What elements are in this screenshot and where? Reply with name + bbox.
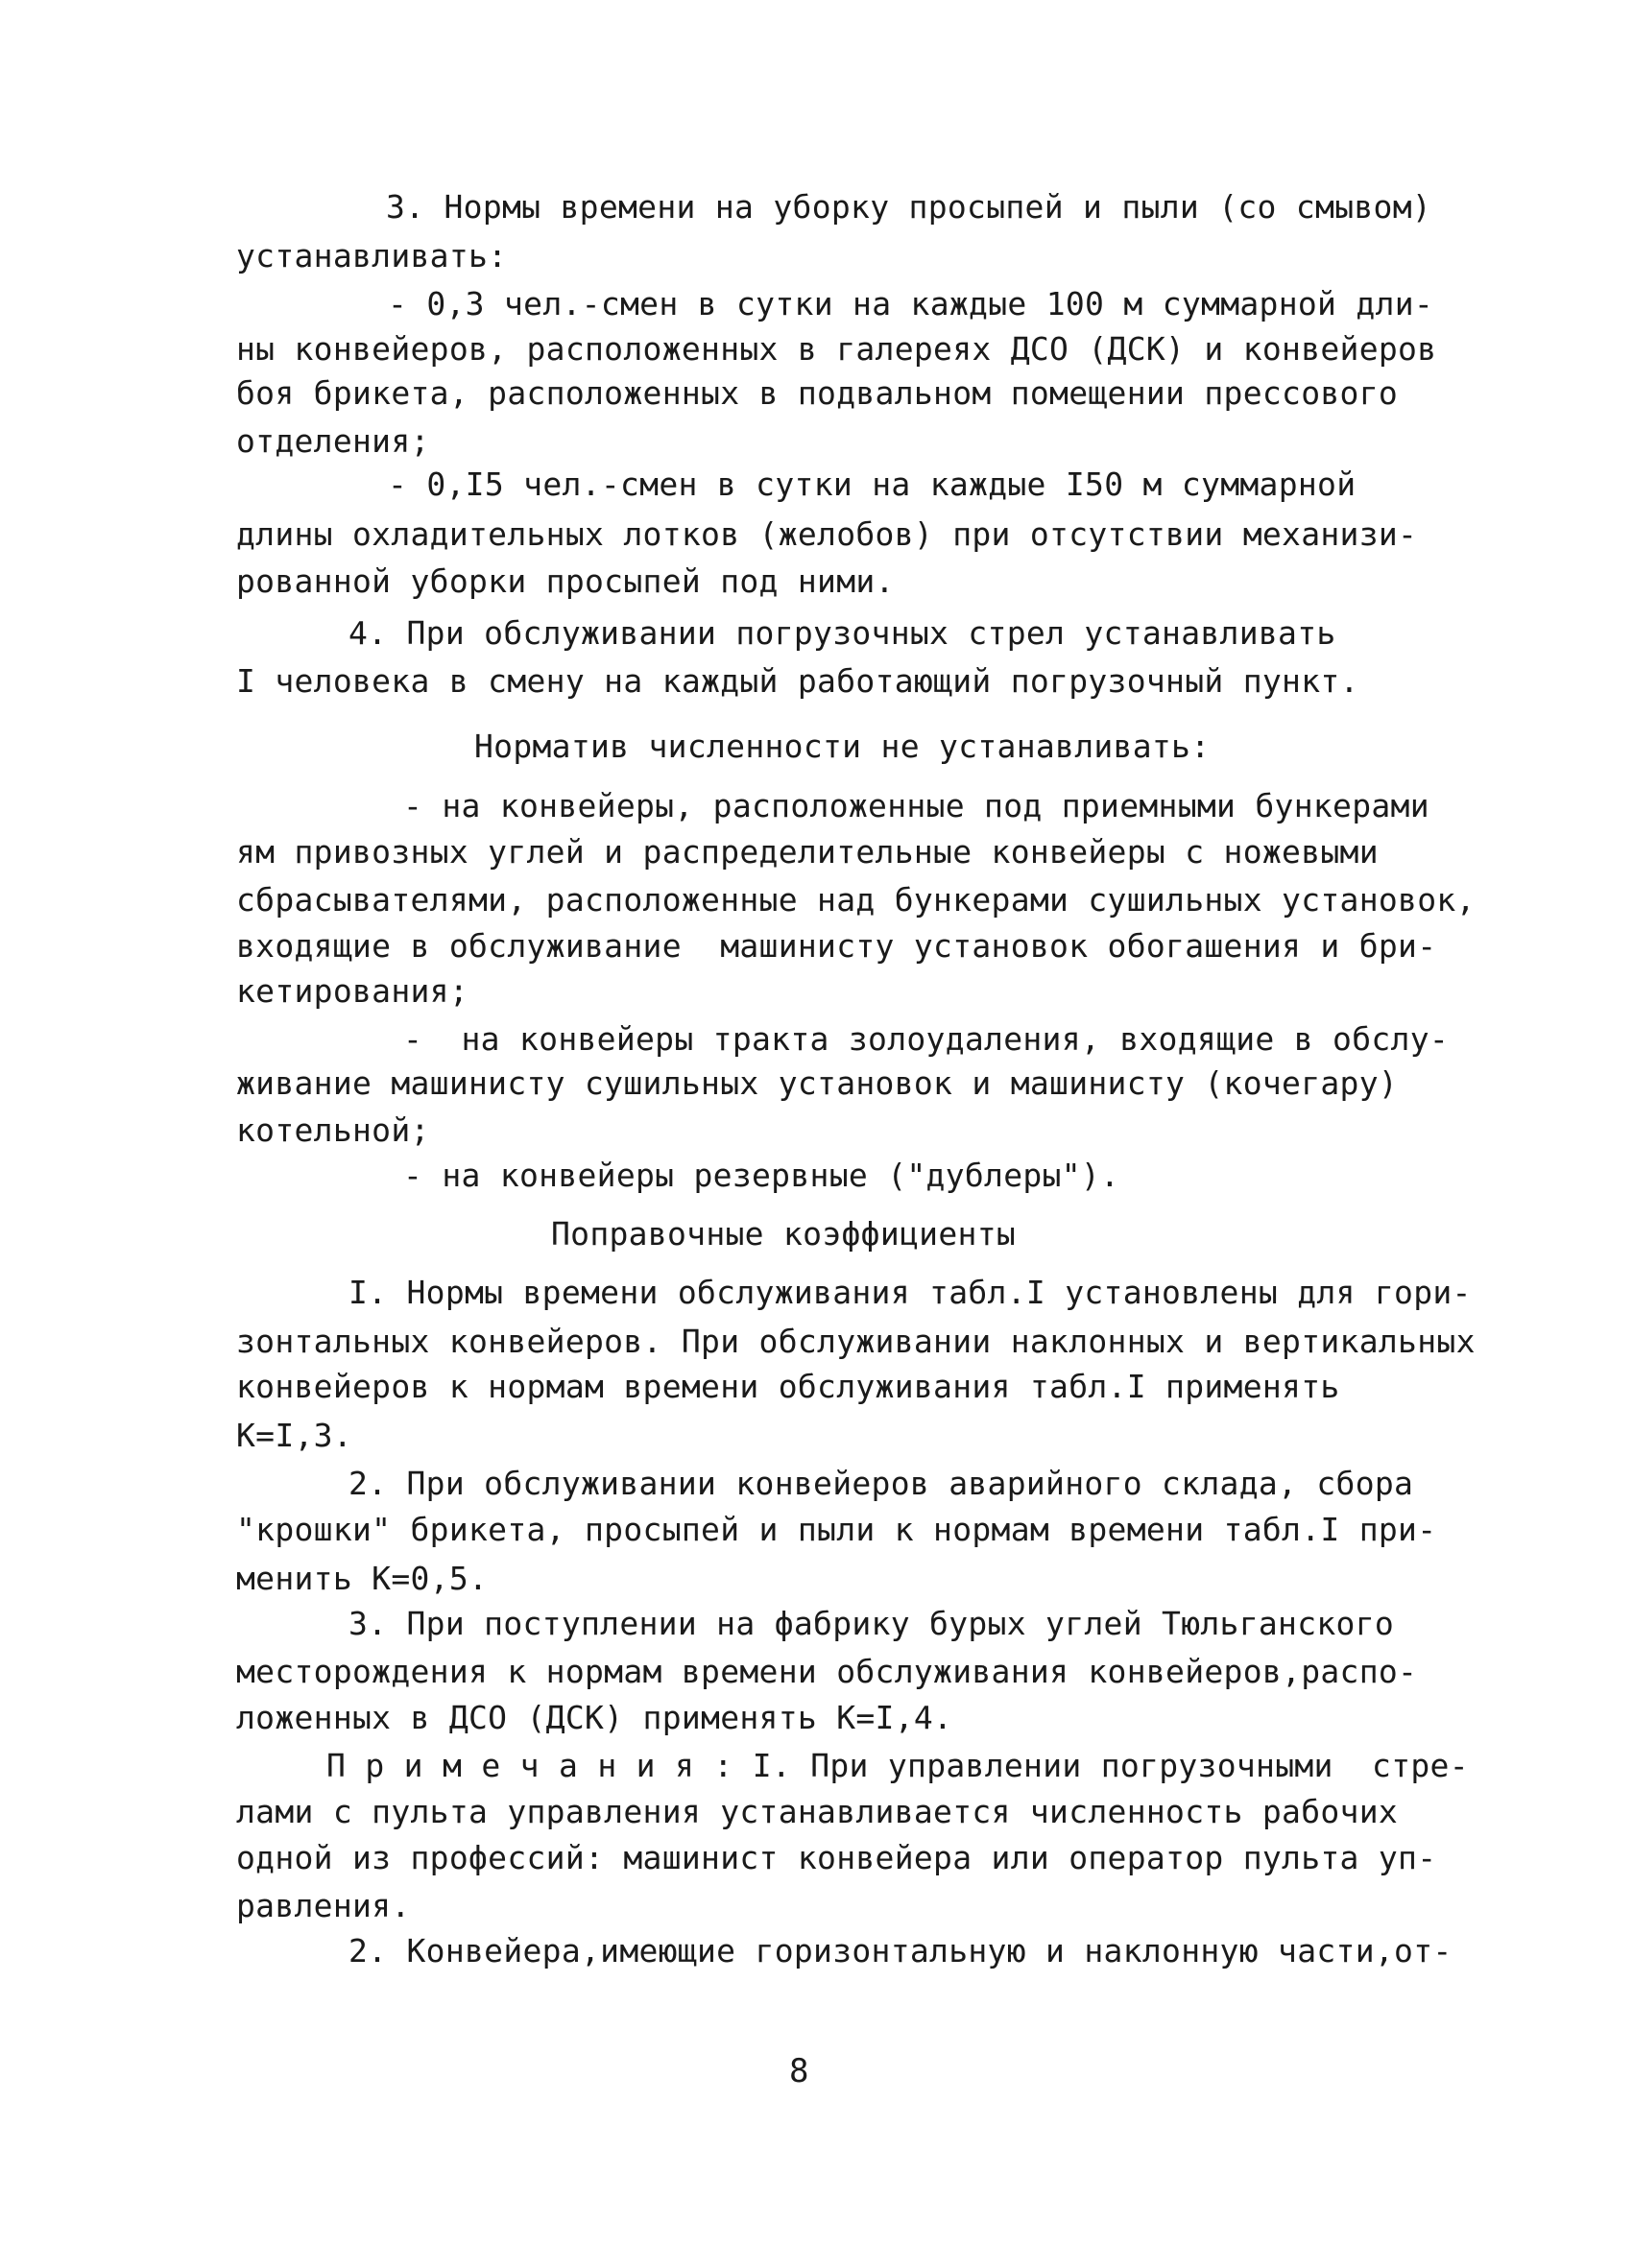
text-line: ны конвейеров, расположенных в галереях ДСО (ДСК) и конвейеров bbox=[236, 330, 1437, 368]
text-line: I человека в смену на каждый работающий погрузочный пункт. bbox=[236, 662, 1359, 700]
text-line: кетирования; bbox=[236, 972, 469, 1010]
text-line: 3. При поступлении на фабрику бурых углей Тюльганского bbox=[348, 1605, 1395, 1642]
section-heading: Норматив численности не устанавливать: bbox=[474, 728, 1211, 765]
text-line: входящие в обслуживание машинисту установок обогашения и бри- bbox=[236, 927, 1437, 965]
text-line: живание машинисту сушильных установок и машинисту (кочегару) bbox=[236, 1064, 1399, 1102]
text-line: 3. Нормы времени на уборку просыпей и пыли (со смывом) bbox=[386, 188, 1432, 226]
text-line: I. Нормы времени обслуживания табл.I установлены для гори- bbox=[348, 1274, 1472, 1311]
text-line: - 0,3 чел.-смен в сутки на каждые 100 м суммарной дли- bbox=[388, 285, 1434, 322]
text-line: - 0,I5 чел.-смен в сутки на каждые I50 м суммарной bbox=[388, 466, 1357, 503]
text-line: котельной; bbox=[236, 1111, 430, 1149]
text-line: одной из профессий: машинист конвейера или оператор пульта уп- bbox=[236, 1839, 1437, 1876]
text-line: боя брикета, расположенных в подвальном помещении прессового bbox=[236, 374, 1399, 412]
notes-line: П р и м е ч а н и я : I. При управлении погрузочными стре- bbox=[326, 1747, 1469, 1784]
text-line: отделения; bbox=[236, 422, 430, 460]
text-line: 4. При обслуживании погрузочных стрел устанавливать bbox=[348, 614, 1336, 652]
page-number: 8 bbox=[789, 2052, 809, 2090]
text-line: лами с пульта управления устанавливается численность рабочих bbox=[236, 1793, 1399, 1830]
text-line: - на конвейеры, расположенные под приемными бункерами bbox=[403, 787, 1429, 824]
text-line: К=I,3. bbox=[236, 1417, 353, 1454]
text-line: 2. При обслуживании конвейеров аварийного склада, сбора bbox=[348, 1465, 1414, 1502]
text-line: менить К=0,5. bbox=[236, 1560, 489, 1597]
text-line: рованной уборки просыпей под ними. bbox=[236, 562, 895, 600]
text-line: длины охладительных лотков (желобов) при отсутствии механизи- bbox=[236, 515, 1418, 553]
text-line: - на конвейеры тракта золоудаления, входящие в обслу- bbox=[403, 1020, 1450, 1058]
text-line: ложенных в ДСО (ДСК) применять К=I,4. bbox=[236, 1699, 953, 1736]
text-line: конвейеров к нормам времени обслуживания табл.I применять bbox=[236, 1368, 1340, 1405]
text-line: ям привозных углей и распределительные конвейеры с ножевыми bbox=[236, 833, 1379, 871]
section-heading: Поправочные коэффициенты bbox=[551, 1215, 1017, 1253]
text-line: зонтальных конвейеров. При обслуживании наклонных и вертикальных bbox=[236, 1323, 1476, 1360]
text-line: "крошки" брикета, просыпей и пыли к нормам времени табл.I при- bbox=[236, 1511, 1437, 1548]
text-line: 2. Конвейера,имеющие горизонтальную и наклонную части,от- bbox=[348, 1932, 1453, 1970]
text-line: месторождения к нормам времени обслуживания конвейеров,распо- bbox=[236, 1653, 1418, 1690]
text-line: равления. bbox=[236, 1887, 411, 1924]
text-line: - на конвейеры резервные ("дублеры"). bbox=[403, 1157, 1120, 1194]
text-line: устанавливать: bbox=[236, 237, 508, 275]
text-line: сбрасывателями, расположенные над бункерами сушильных установок, bbox=[236, 881, 1476, 919]
